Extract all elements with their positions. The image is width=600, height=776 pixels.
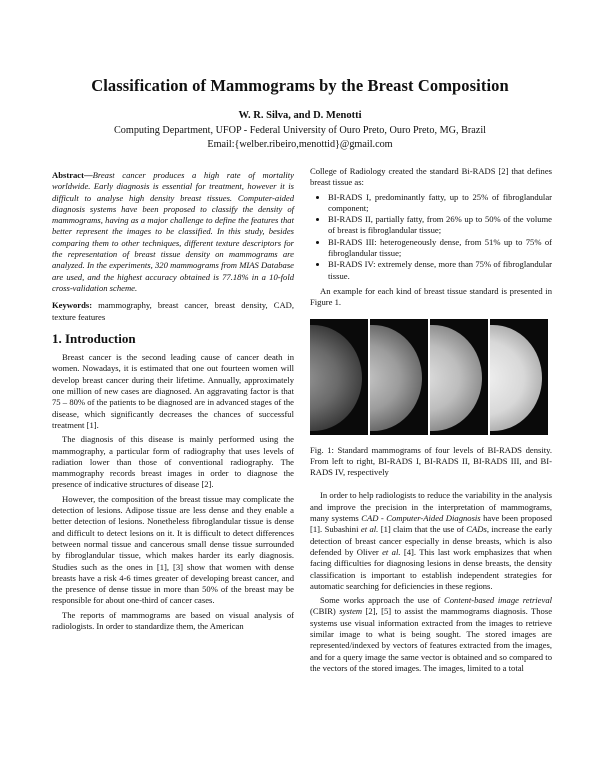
email: Email:{welber.ribeiro,menottid}@gmail.com [207,139,393,150]
mammogram-birads-4 [490,319,548,435]
birads-item: • BI-RADS IV: extremely dense, more than 75% of fibroglandular tissue. [328,259,552,282]
keywords-text: mammography, breast cancer, breast density, CAD, texture features [52,300,295,322]
figure-1 [310,319,552,435]
left-column [52,170,294,635]
keywords [52,300,294,323]
intro-paragraph: The reports of mammograms are based on visual analysis of radiologists. In order to standardize them, the American [52,609,294,631]
mammogram-birads-1 [310,319,368,435]
body-paragraph: Some works approach the use of Content-based image retrieval (CBIR) system [2], [5] to assist the mammograms diagnosis. Those systems use visual information extracted from the images to retrieve similar image to what is being sought. The stored images are represented/indexed by vectors of features extracted from the images, and for a query image the same vector is obtained and so compared to the vectors of the stored images. The images, limited to a total [310,595,553,673]
birads-item: • BI-RADS I, predominantly fatty, up to 25% of fibroglandular component; [328,192,552,215]
abstract-label: Abstract— [52,170,93,180]
mammogram-birads-2 [370,319,428,435]
figure-caption: Fig. 1: Standard mammograms of four levels of BI-RADS density. From left to right, BI-RADS I, BI-RADS II, BI-RADS III, and BI-RADS IV, respectively [310,444,552,478]
birads-item: • BI-RADS II, partially fatty, from 26% up to 50% of the volume of breast is fibroglandular tissue; [328,214,552,237]
abstract-text: Breast cancer produces a high rate of mortality worldwide. Early diagnosis is essential for treatment, however it is difficult to analyse high density breast tissues. Computer-aided diagnosis systems have been proposed to classify the density of mammograms, having as a major challenge to define the features that better represent the images to be classified. In this study, besides comparing them to other techniques, different texture descriptors for the representation of breast tissue density on mammograms are analyzed. In the experiments, 320 mammograms from MIAS Database are used, and the highest accuracy obtained is 77.18% in a 10-fold cross-validation scheme. [52,170,294,293]
paper-title: Classification of Mammograms by the Breast Composition [91,76,509,95]
intro-paragraph: Breast cancer is the second leading cause of cancer death in women. Nowadays, it is estimated that one out fourteen women will develop breast cancer during their lifetime. Annually, approximately one million of new cases are diagnosed. An aggravating factor is that 75 – 80% of the patients to be diagnosed are in advanced stages of the disease, which significantly decreases the chances of successful treatment [1]. [52,352,294,430]
birads-intro: College of Radiology created the standard Bi-RADS [2] that defines breast tissue as: [310,166,552,188]
abstract [52,170,294,294]
intro-paragraph: The diagnosis of this disease is mainly performed using the mammography, a particular form of radiography that uses levels of radiation lower than those of conventional radiography. The mammography records breast images in order to diagnose the presence of indicative structures of disease [2]. [52,434,294,490]
right-column [310,166,552,677]
keywords-label: Keywords: [52,300,93,311]
authors: W. R. Silva, and D. Menotti [238,110,362,121]
affiliation: Computing Department, UFOP - Federal University of Ouro Preto, Ouro Preto, MG, Brazil [114,125,486,136]
birads-list [310,192,552,282]
figure-intro: An example for each kind of breast tissue standard is presented in Figure 1. [310,285,552,308]
section-heading-introduction: 1. Introduction [52,330,136,346]
birads-item: • BI-RADS III: heterogeneously dense, from 51% up to 75% of fibroglandular tissue; [328,237,552,260]
mammogram-birads-3 [430,319,488,435]
body-paragraph: In order to help radiologists to reduce the variability in the analysis and improve the precision in the interpretation of mammograms, many systems CAD - Computer-Aided Diagnosis have been proposed [1]. Subashini et al. [1] claim that the use of CADs, increase the early detection of breast cancer especially in dense breasts, which is also defended by Oliver et al. [4]. This last work emphasizes that when facing difficulties for diagnosing lesions in dense breasts, the density classification is important to establish independent strategies for automatic searching for deficiencies in these regions. [310,490,553,591]
intro-paragraph: However, the composition of the breast tissue may complicate the detection of lesions. Adipose tissue are less dense and they enable a better detection of lesions. Nonetheless fibroglandular tissue is dense and difficult to detect lesions on it. It is difficult to detect differences between normal tissue and cancerous small dense tissue surrounded by fibroglandular tissue, which makes harder its early diagnosis. Studies such as the ones in [1], [3] show that women with dense breasts have a risk 4-6 times greater of developing breast cancer, and the presence of dense tissue in more than 50% of the breast may be responsible for about one-third of cancer cases. [52,493,294,606]
